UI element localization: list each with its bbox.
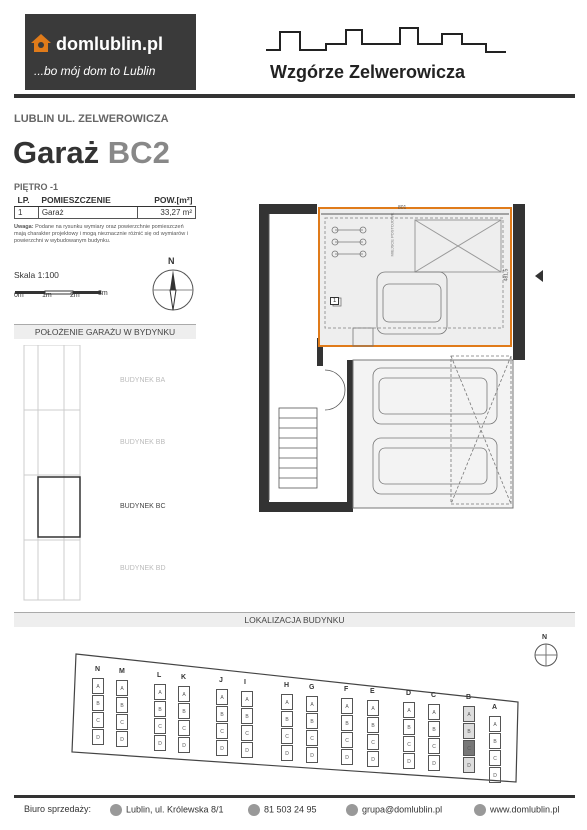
site-block-label: K (181, 674, 187, 681)
table-row (15, 207, 196, 219)
site-unit: A (367, 700, 379, 716)
site-unit: C (241, 725, 253, 741)
col-lp: LP. (15, 194, 39, 207)
site-unit: A (241, 691, 253, 707)
building-bc: BUDYNEK BC (120, 503, 166, 510)
site-block-label: G (309, 684, 315, 691)
compass-north: N (168, 256, 175, 266)
site-unit: C (428, 738, 440, 754)
footer-address-text: Lublin, ul. Królewska 8/1 (126, 804, 224, 815)
position-section-title: POŁOŻENIE GARAŻU W BYDYNKU (14, 324, 196, 339)
site-unit: A (489, 716, 501, 732)
header-divider (14, 94, 575, 98)
note (14, 224, 196, 245)
site-block-label: B (466, 694, 472, 701)
site-compass-icon (531, 640, 561, 675)
rooms-table (14, 194, 196, 219)
site-unit: C (116, 714, 128, 730)
site-unit: A (116, 680, 128, 696)
site-block-label: J (219, 677, 223, 684)
site-unit: A (403, 702, 415, 718)
footer-website[interactable] (474, 804, 560, 816)
title-prefix: Garaż (13, 135, 100, 170)
globe-icon (474, 804, 486, 816)
site-block-label: N (95, 666, 101, 673)
footer-address (110, 804, 224, 816)
note-label: Uwaga: (14, 224, 34, 230)
floor-plan (255, 200, 555, 525)
site-unit: B (116, 697, 128, 713)
site-unit: D (341, 749, 353, 765)
note-text: Podane na rysunku wymiary oraz powierzchnie pomieszczeń mają charakter projektowy i mogą nieznacznie różnić się od wymiarów i powierzchni w wybudowanym budynku. (14, 224, 188, 244)
scale-label: Skala 1:100 (14, 270, 59, 280)
site-unit: B (463, 723, 475, 739)
logo-name: domlublin.pl (56, 34, 163, 54)
site-unit: C (341, 732, 353, 748)
site-unit: D (92, 729, 104, 745)
site-unit: D (367, 751, 379, 767)
footer-email[interactable] (346, 804, 442, 816)
site-unit: D (306, 747, 318, 763)
site-block-label: I (244, 679, 246, 686)
house-icon (30, 32, 52, 59)
cell-name: Garaż (38, 207, 137, 219)
location-pin-icon (110, 804, 122, 816)
site-unit: A (178, 686, 190, 702)
footer-phone (248, 804, 317, 816)
site-unit: C (306, 730, 318, 746)
site-unit: B (216, 706, 228, 722)
plan-parking-label: MIEJSCE POSTOJOWE (389, 212, 395, 257)
building-bb: BUDYNEK BB (120, 439, 166, 446)
site-unit: D (154, 735, 166, 751)
plan-depth-dim: 481,5 (503, 268, 510, 282)
site-unit: D (463, 757, 475, 773)
logo-tagline: ...bo mój dom to Lublin (34, 64, 156, 78)
site-block-label: C (431, 692, 437, 699)
site-unit: B (306, 713, 318, 729)
site-unit: C (216, 723, 228, 739)
site-unit: C (178, 720, 190, 736)
cell-lp: 1 (15, 207, 39, 219)
site-unit: D (178, 737, 190, 753)
col-area: POW.[m²] (137, 194, 195, 207)
col-name: POMIESZCZENIE (38, 194, 137, 207)
site-block-label: H (284, 682, 290, 689)
site-unit: D (216, 740, 228, 756)
plan-room-number: 1 (330, 297, 339, 305)
site-unit: A (216, 689, 228, 705)
site-unit: D (403, 753, 415, 769)
site-block-label: F (344, 686, 349, 693)
site-unit: D (428, 755, 440, 771)
site-unit: B (367, 717, 379, 733)
scale-tick-0: 0m (14, 292, 24, 299)
site-unit: C (92, 712, 104, 728)
site-unit: D (489, 767, 501, 783)
site-unit: A (463, 706, 475, 722)
site-block-label: A (492, 704, 498, 711)
footer-website-text[interactable]: www.domlublin.pl (490, 804, 560, 815)
site-unit: B (428, 721, 440, 737)
scale-tick-3: 3m (98, 290, 108, 297)
site-unit: C (489, 750, 501, 766)
site-unit: B (281, 711, 293, 727)
cell-area: 33,27 m² (137, 207, 195, 219)
site-block-label: E (370, 688, 375, 695)
brand-name: Wzgórze Zelwerowicza (270, 62, 466, 82)
site-unit: C (463, 740, 475, 756)
site-unit: B (178, 703, 190, 719)
site-unit: D (281, 745, 293, 761)
site-compass-north: N (542, 634, 548, 641)
scale-tick-1: 1m (42, 292, 52, 299)
site-unit: D (241, 742, 253, 758)
site-unit: A (306, 696, 318, 712)
site-map (70, 652, 520, 789)
plan-width-dim: 801 (398, 205, 407, 211)
footer-office-label: Biuro sprzedaży: (24, 804, 92, 814)
brand-skyline-icon (266, 26, 506, 61)
compass-icon (150, 262, 196, 317)
title-code: BC2 (107, 135, 170, 170)
building-bd: BUDYNEK BD (120, 565, 166, 572)
site-unit: B (489, 733, 501, 749)
footer-divider (14, 795, 575, 798)
site-unit: B (154, 701, 166, 717)
site-unit: A (154, 684, 166, 700)
site-unit: B (92, 695, 104, 711)
footer-phone-text: 81 503 24 95 (264, 804, 317, 815)
site-unit: C (367, 734, 379, 750)
site-unit: C (154, 718, 166, 734)
envelope-icon (346, 804, 358, 816)
building-strip (14, 345, 84, 610)
site-unit: D (116, 731, 128, 747)
floor-label: PIĘTRO -1 (14, 182, 59, 192)
site-block-label: M (119, 668, 125, 675)
site-unit: A (281, 694, 293, 710)
site-unit: A (341, 698, 353, 714)
address: LUBLIN UL. ZELWEROWICZA (14, 113, 169, 125)
scale-tick-2: 2m (70, 292, 80, 299)
location-section-title: LOKALIZACJA BUDYNKU (14, 612, 575, 627)
site-unit: C (403, 736, 415, 752)
site-unit: A (92, 678, 104, 694)
site-unit: C (281, 728, 293, 744)
page-title (13, 135, 170, 171)
site-unit: B (341, 715, 353, 731)
site-unit: B (241, 708, 253, 724)
footer-email-text[interactable]: grupa@domlublin.pl (362, 804, 443, 815)
phone-icon (248, 804, 260, 816)
building-ba: BUDYNEK BA (120, 377, 166, 384)
site-block-label: L (157, 672, 162, 679)
site-block-label: D (406, 690, 412, 697)
site-unit: B (403, 719, 415, 735)
site-unit: A (428, 704, 440, 720)
